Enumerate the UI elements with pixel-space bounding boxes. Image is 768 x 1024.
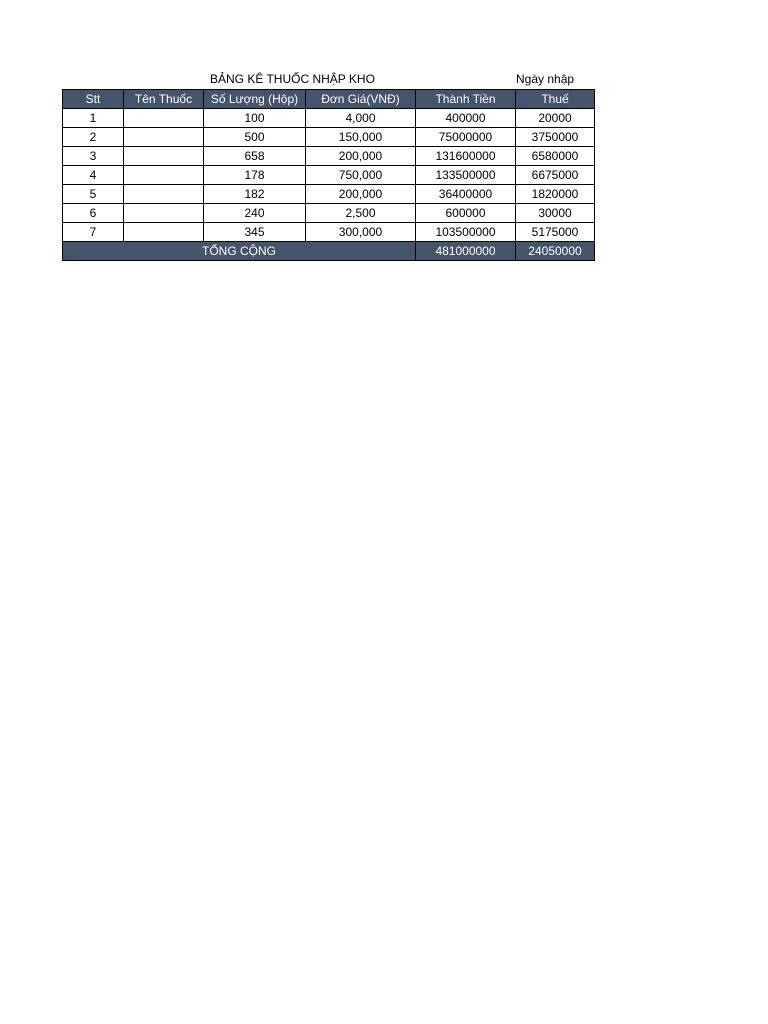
total-amount[interactable]: 481000000 [416, 242, 516, 261]
table-header-row [63, 90, 595, 109]
cell-total[interactable]: 36400000 [416, 185, 516, 204]
cell-quantity[interactable]: 178 [204, 166, 306, 185]
cell-tax[interactable]: 6580000 [516, 147, 595, 166]
table-row [63, 147, 595, 166]
header-total[interactable]: Thành Tiền [416, 90, 516, 109]
cell-stt[interactable]: 1 [63, 109, 124, 128]
cell-unit-price[interactable]: 4,000 [306, 109, 416, 128]
cell-tax[interactable]: 1820000 [516, 185, 595, 204]
cell-drug-name[interactable] [124, 185, 204, 204]
cell-quantity[interactable]: 182 [204, 185, 306, 204]
cell-tax[interactable]: 6675000 [516, 166, 595, 185]
table-row [63, 204, 595, 223]
table-row [63, 128, 595, 147]
header-tax[interactable]: Thuế [516, 90, 595, 109]
cell-quantity[interactable]: 345 [204, 223, 306, 242]
cell-total[interactable]: 75000000 [416, 128, 516, 147]
cell-stt[interactable]: 4 [63, 166, 124, 185]
table-row [63, 166, 595, 185]
drug-import-table [62, 89, 595, 261]
table-row [63, 223, 595, 242]
cell-stt[interactable]: 6 [63, 204, 124, 223]
total-label[interactable]: TỔNG CỘNG [63, 242, 416, 261]
cell-stt[interactable]: 5 [63, 185, 124, 204]
cell-stt[interactable]: 7 [63, 223, 124, 242]
table-row [63, 185, 595, 204]
cell-total[interactable]: 400000 [416, 109, 516, 128]
date-label: Ngày nhập [516, 72, 575, 86]
cell-drug-name[interactable] [124, 128, 204, 147]
cell-total[interactable]: 133500000 [416, 166, 516, 185]
cell-quantity[interactable]: 240 [204, 204, 306, 223]
cell-tax[interactable]: 20000 [516, 109, 595, 128]
cell-stt[interactable]: 2 [63, 128, 124, 147]
cell-drug-name[interactable] [124, 147, 204, 166]
header-unit-price[interactable]: Đơn Giá(VNĐ) [306, 90, 416, 109]
cell-unit-price[interactable]: 150,000 [306, 128, 416, 147]
table-row [63, 109, 595, 128]
cell-tax[interactable]: 30000 [516, 204, 595, 223]
cell-total[interactable]: 131600000 [416, 147, 516, 166]
cell-drug-name[interactable] [124, 166, 204, 185]
cell-total[interactable]: 600000 [416, 204, 516, 223]
cell-unit-price[interactable]: 200,000 [306, 147, 416, 166]
cell-tax[interactable]: 5175000 [516, 223, 595, 242]
header-stt[interactable]: Stt [63, 90, 124, 109]
cell-quantity[interactable]: 658 [204, 147, 306, 166]
cell-unit-price[interactable]: 300,000 [306, 223, 416, 242]
total-row [63, 242, 595, 261]
cell-stt[interactable]: 3 [63, 147, 124, 166]
cell-tax[interactable]: 3750000 [516, 128, 595, 147]
cell-drug-name[interactable] [124, 204, 204, 223]
cell-quantity[interactable]: 100 [204, 109, 306, 128]
cell-unit-price[interactable]: 200,000 [306, 185, 416, 204]
cell-drug-name[interactable] [124, 109, 204, 128]
cell-total[interactable]: 103500000 [416, 223, 516, 242]
header-quantity[interactable]: Số Lượng (Hộp) [204, 90, 306, 109]
cell-unit-price[interactable]: 2,500 [306, 204, 416, 223]
cell-drug-name[interactable] [124, 223, 204, 242]
header-drug-name[interactable]: Tên Thuốc [124, 90, 204, 109]
sheet-title: BẢNG KÊ THUỐC NHẬP KHO [210, 72, 375, 86]
cell-quantity[interactable]: 500 [204, 128, 306, 147]
total-tax[interactable]: 24050000 [516, 242, 595, 261]
cell-unit-price[interactable]: 750,000 [306, 166, 416, 185]
